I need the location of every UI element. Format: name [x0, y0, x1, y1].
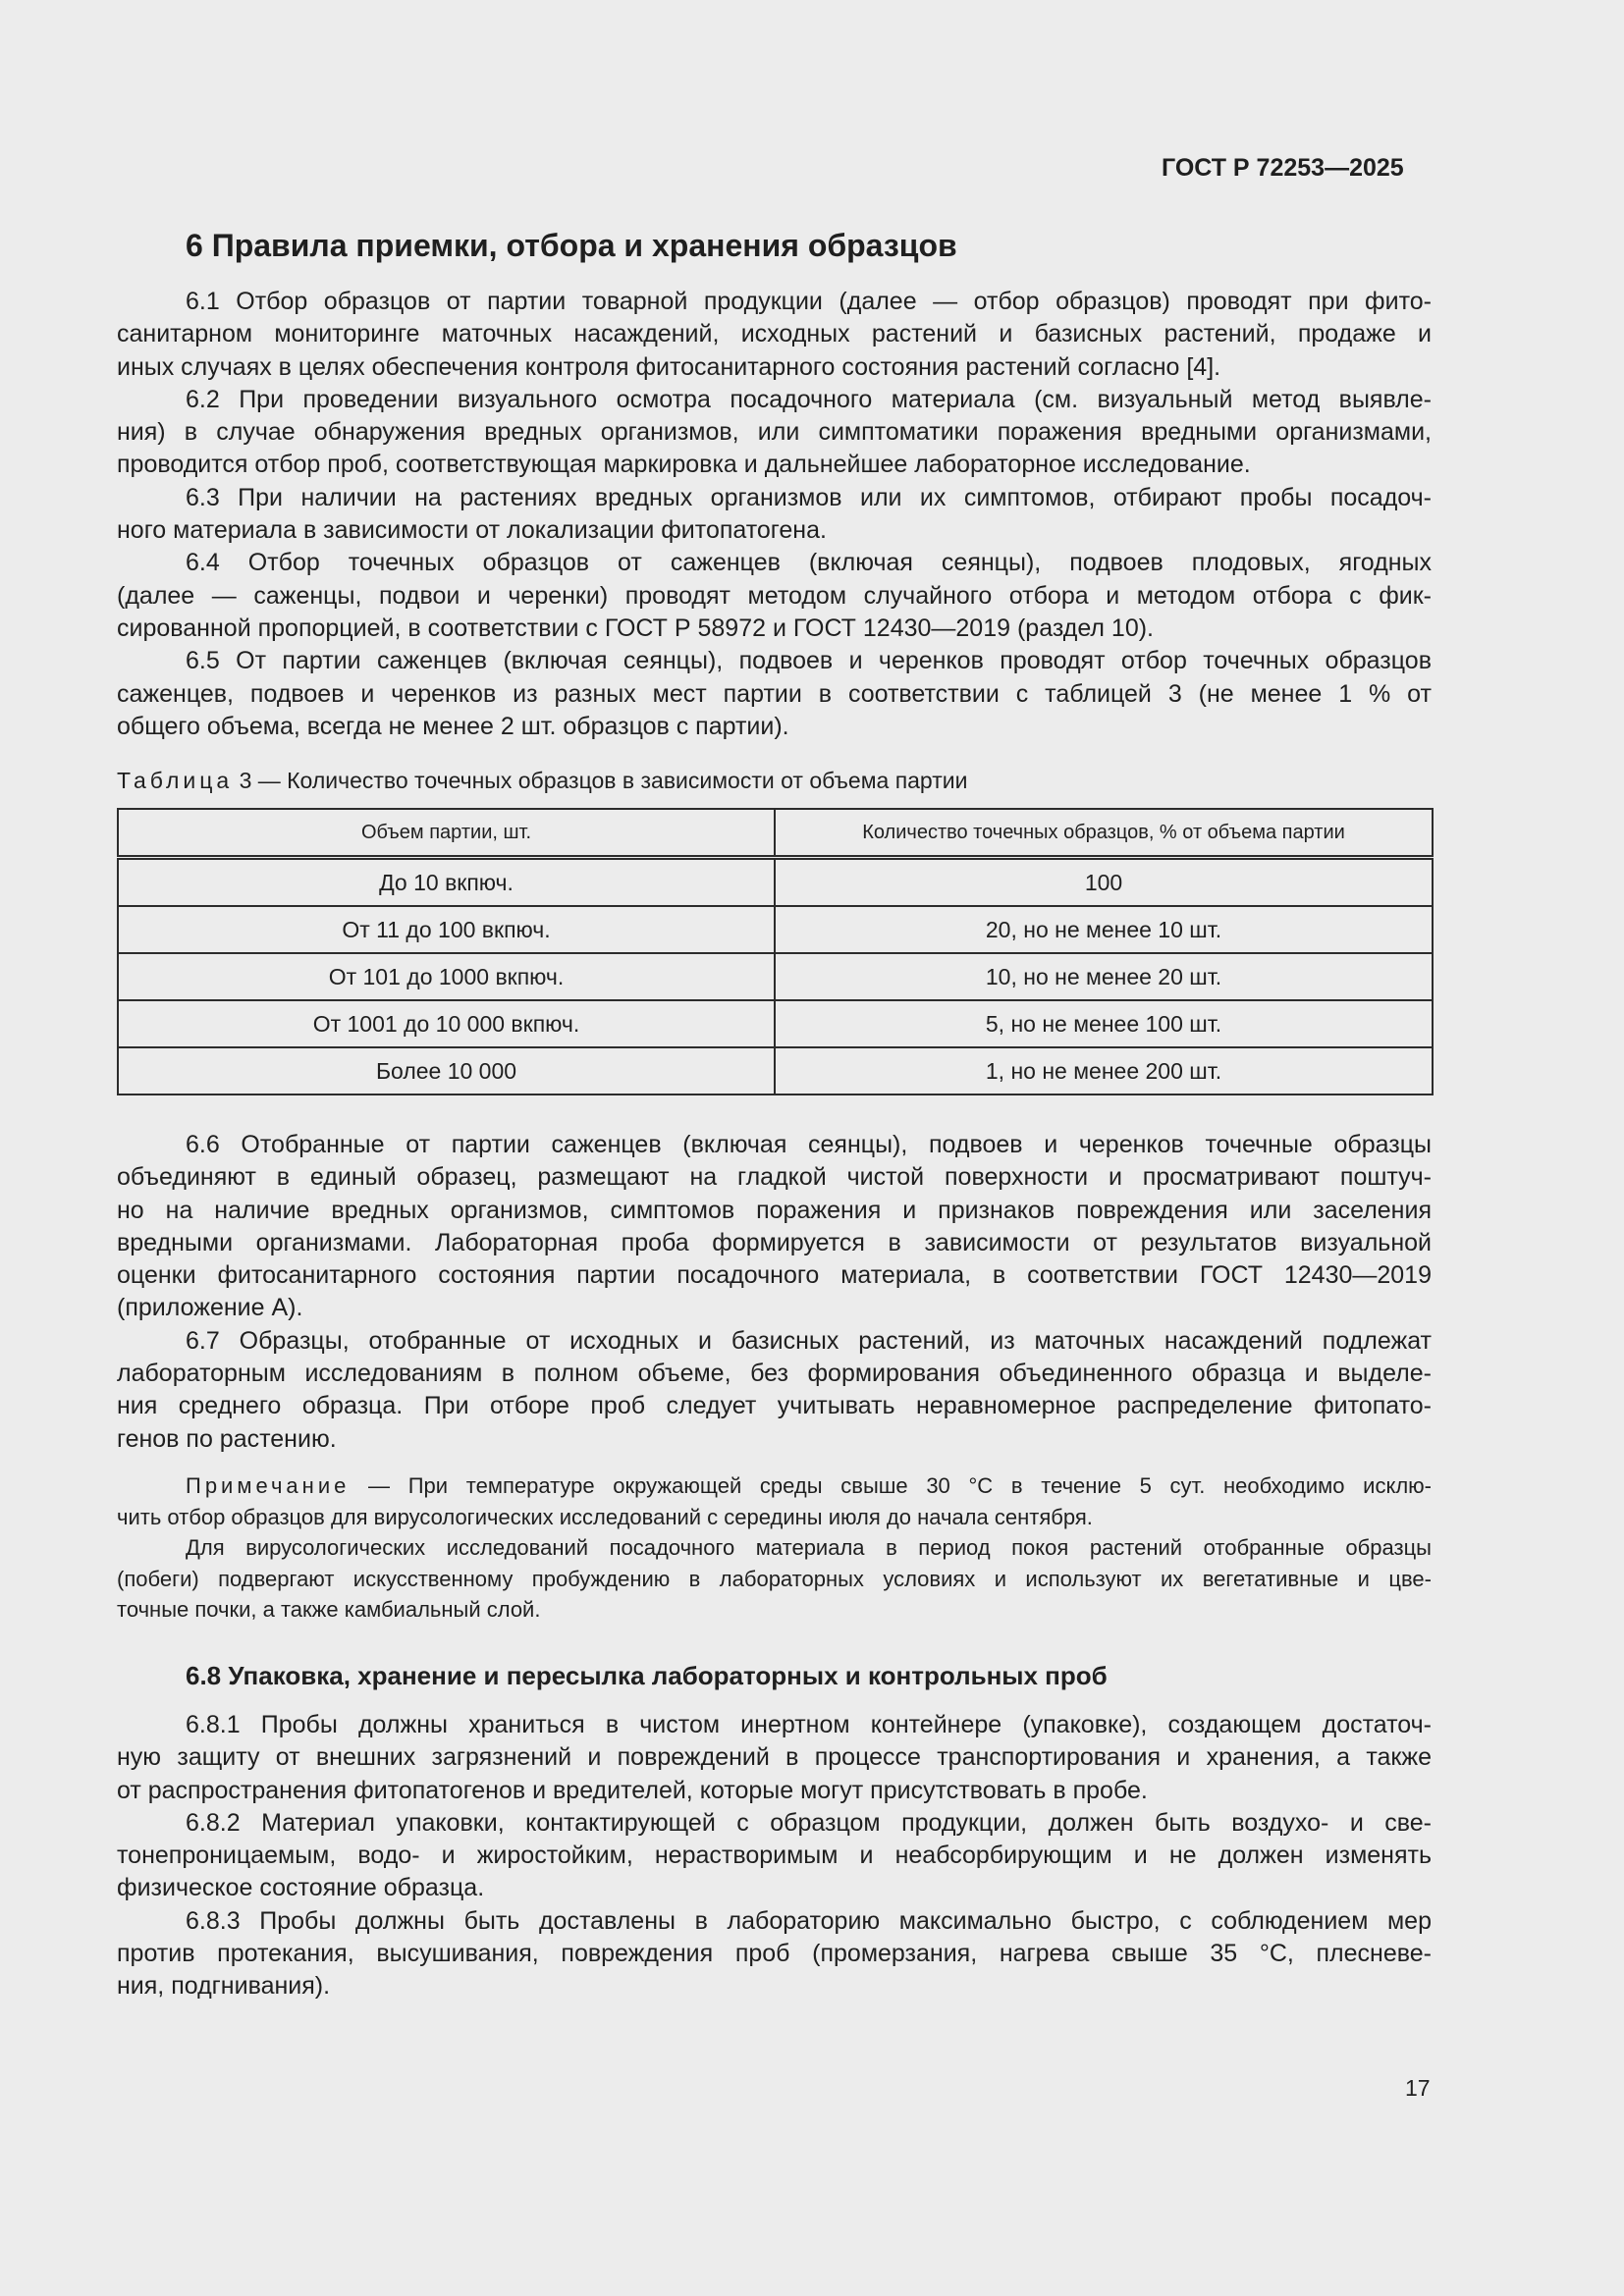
paragraph-line: общего объема, всегда не менее 2 шт. образцов с партии). [117, 712, 789, 740]
paragraphs-6-1-to-6-5 [117, 286, 1432, 743]
table-header-cell: Количество точечных образцов, % от объема партии [775, 809, 1433, 858]
paragraph-line: физическое состояние образца. [117, 1874, 485, 1902]
paragraph-line: 6.5 От партии саженцев (включая сеянцы), подвоев и черенков проводят отбор точечных образцов [186, 647, 1432, 675]
note-block [117, 1470, 1432, 1626]
note-line [117, 1470, 1432, 1502]
paragraph-line: (далее — саженцы, подвои и черенки) проводят методом случайного отбора и методом отбора с фик- [117, 581, 1432, 610]
paragraph-line: ного материала в зависимости от локализации фитопатогена. [117, 516, 827, 545]
paragraphs-6-8 [117, 1709, 1432, 2003]
table-row [118, 906, 1433, 953]
paragraph-line: тонепроницаемым, водо- и жиростойким, нерастворимым и неабсорбирующим и не должен изменять [117, 1842, 1432, 1870]
sample-table [117, 808, 1434, 1095]
page-number: 17 [1405, 2075, 1431, 2101]
note-line: (побеги) подвергают искусственному пробуждению в лабораторных условиях и используют их вегетативные и цве- [117, 1566, 1432, 1591]
table-cell: 20, но не менее 10 шт. [775, 906, 1433, 953]
paragraph-line: но на наличие вредных организмов, симптомов поражения и признаков повреждения или заселения [117, 1196, 1432, 1224]
note-text: — При температуре окружающей среды свыше 30 °С в течение 5 сут. необходимо исклю- [350, 1473, 1432, 1498]
table-row [118, 858, 1433, 907]
paragraph-line: 6.3 При наличии на растениях вредных организмов или их симптомов, отбирают пробы посадоч- [186, 483, 1432, 511]
paragraph-line: 6.2 При проведении визуального осмотра посадочного материала (см. визуальный метод выявле- [186, 385, 1432, 413]
paragraph-line: против протекания, высушивания, повреждения проб (промерзания, нагрева свыше 35 °С, плесневе- [117, 1940, 1432, 1968]
paragraph-line: генов по растению. [117, 1424, 337, 1453]
table-row [118, 1000, 1433, 1047]
table-cell: 1, но не менее 200 шт. [775, 1047, 1433, 1095]
paragraph-line: оценки фитосанитарного состояния партии посадочного материала, в соответствии ГОСТ 12430—2019 [117, 1261, 1432, 1290]
paragraph-line: ния, подгнивания). [117, 1972, 331, 2001]
paragraph-line: 6.8.2 Материал упаковки, контактирующей с образцом продукции, должен быть воздухо- и све- [186, 1808, 1432, 1837]
paragraph-line: вредными организмами. Лабораторная проба формируется в зависимости от результатов визуальной [117, 1228, 1432, 1256]
paragraph-line: сированной пропорцией, в соответствии с ГОСТ Р 58972 и ГОСТ 12430—2019 (раздел 10). [117, 614, 1155, 642]
paragraph-line: иных случаях в целях обеспечения контроля фитосанитарного состояния растений согласно [4]. [117, 352, 1221, 381]
paragraph-line: ную защиту от внешних загрязнений и повреждений в процессе транспортирования и хранения, а также [117, 1743, 1432, 1772]
paragraph-line: санитарном мониторинге маточных насаждений, исходных растений и базисных растений, продаже и [117, 320, 1432, 348]
document-code: ГОСТ Р 72253—2025 [1162, 154, 1404, 182]
paragraph-line: 6.8.1 Пробы должны храниться в чистом инертном контейнере (упаковке), создающем достаточ- [186, 1711, 1432, 1738]
paragraph-line: 6.4 Отбор точечных образцов от саженцев (включая сеянцы), подвоев плодовых, ягодных [186, 549, 1432, 577]
paragraph-line: 6.6 Отобранные от партии саженцев (включая сеянцы), подвоев и черенков точечные образцы [186, 1131, 1432, 1158]
note-line: Для вирусологических исследований посадочного материала в период покоя растений отобранные образцы [186, 1535, 1432, 1560]
table-row [118, 1047, 1433, 1095]
table-cell: 100 [775, 858, 1433, 907]
paragraph-line: (приложение А). [117, 1294, 303, 1322]
table-caption [117, 766, 967, 795]
paragraph-line: 6.1 Отбор образцов от партии товарной продукции (далее — отбор образцов) проводят при фито- [186, 288, 1432, 315]
paragraph-line: проводится отбор проб, соответствующая маркировка и дальнейшее лабораторное исследование. [117, 451, 1251, 479]
paragraph-line: от распространения фитопатогенов и вредителей, которые могут присутствовать в пробе. [117, 1776, 1148, 1804]
table-header-cell: Объем партии, шт. [118, 809, 775, 858]
paragraph-line: лабораторным исследованиям в полном объеме, без формирования объединенного образца и выделе- [117, 1360, 1432, 1388]
note-line: чить отбор образцов для вирусологических исследований с середины июля до начала сентября. [117, 1504, 1093, 1529]
table-caption-label: Таблица [117, 768, 234, 793]
paragraph-line: саженцев, подвоев и черенков из разных мест партии в соответствии с таблицей 3 (не менее 1 % от [117, 679, 1432, 708]
note-label: Примечание [186, 1473, 351, 1498]
paragraph-line: ния) в случае обнаружения вредных организмов, или симптоматики поражения вредными организмами, [117, 418, 1432, 447]
table-cell: До 10 вкпюч. [118, 858, 775, 907]
table-row [118, 953, 1433, 1000]
paragraph-line: 6.8.3 Пробы должны быть доставлены в лабораторию максимально быстро, с соблюдением мер [186, 1906, 1432, 1935]
table-cell: От 1001 до 10 000 вкпюч. [118, 1000, 775, 1047]
table-cell: 10, но не менее 20 шт. [775, 953, 1433, 1000]
paragraph-line: 6.7 Образцы, отобранные от исходных и базисных растений, из маточных насаждений подлежат [186, 1326, 1432, 1355]
section-title: 6 Правила приемки, отбора и хранения образцов [186, 228, 957, 263]
note-line: точные почки, а также камбиальный слой. [117, 1597, 541, 1622]
paragraph-line: объединяют в единый образец, размещают на гладкой чистой поверхности и просматривают поштуч- [117, 1163, 1432, 1192]
paragraph-line: ния среднего образца. При отборе проб следует учитывать неравномерное распределение фитопато- [117, 1392, 1432, 1420]
table-cell: Более 10 000 [118, 1047, 775, 1095]
table-cell: 5, но не менее 100 шт. [775, 1000, 1433, 1047]
table-cell: От 101 до 1000 вкпюч. [118, 953, 775, 1000]
subsection-title: 6.8 Упаковка, хранение и пересылка лабораторных и контрольных проб [186, 1661, 1108, 1690]
paragraphs-6-6-to-6-7 [117, 1129, 1432, 1456]
table-cell: От 11 до 100 вкпюч. [118, 906, 775, 953]
table-caption-text: 3 — Количество точечных образцов в зависимости от объема партии [233, 768, 968, 793]
table-header-row [118, 809, 1433, 858]
